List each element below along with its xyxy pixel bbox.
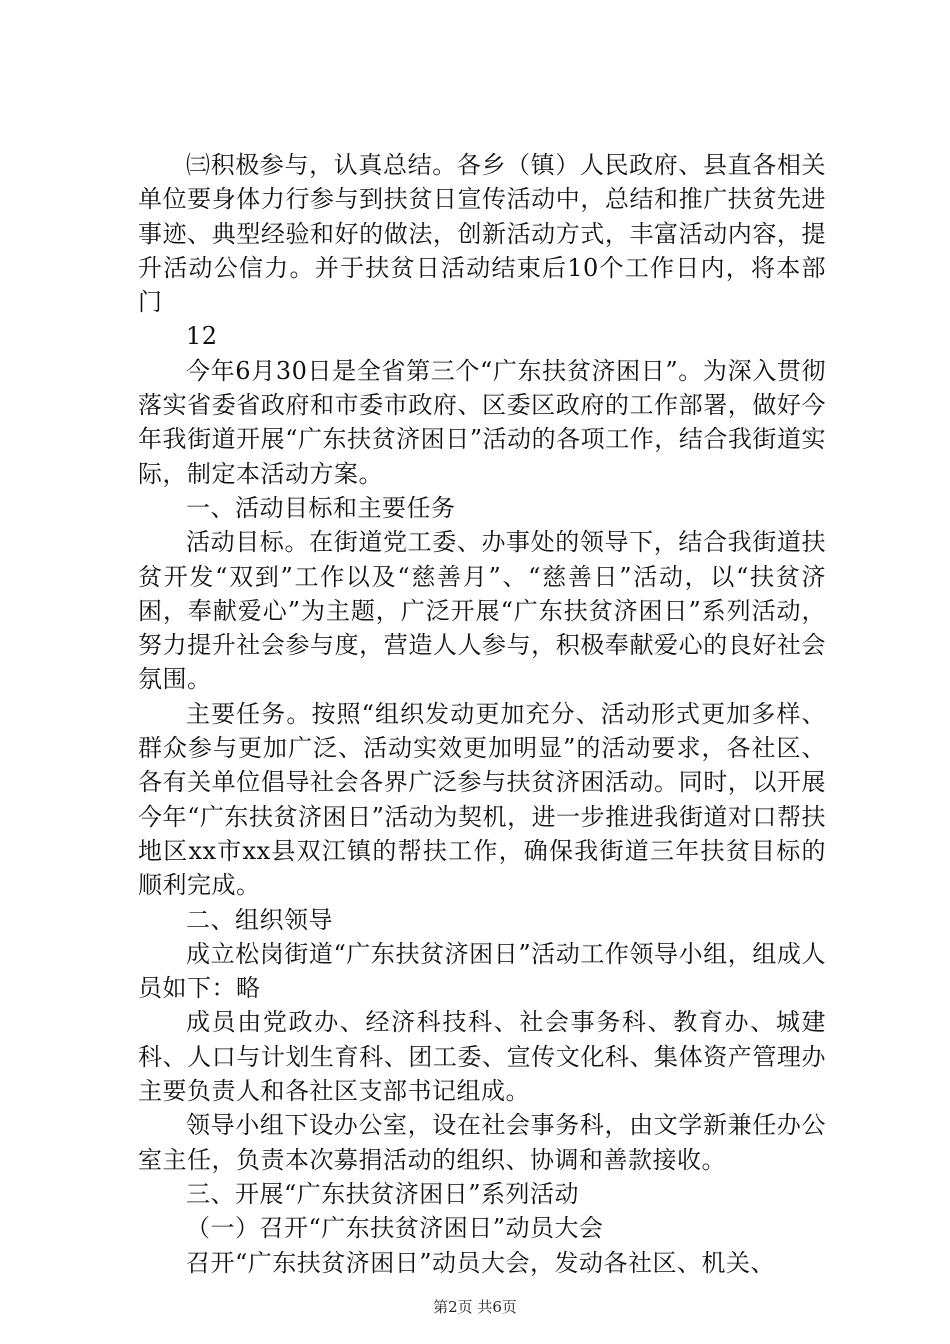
paragraph-intro: 今年6月30日是全省第三个“广东扶贫济困日”。为深入贯彻落实省委省政府和市委市政府、区委区政府的工作部署，做好今年我街道开展“广东扶贫济困日”活动的各项工作，结合我街道实际，制定本活动方案。	[138, 356, 826, 488]
heading-section-3: 三、开展“广东扶贫济困日”系列活动	[186, 1179, 580, 1208]
paragraph-main-tasks: 主要任务。按照“组织发动更加充分、活动形式更加多样、群众参与更加广泛、活动实效更加明显”的活动要求，各社区、各有关单位倡导社会各界广泛参与扶贫济困活动。同时，以开展今年“广东扶贫济困日”活动为契机，进一步推进我街道对口帮扶地区xx市xx县双江镇的帮扶工作，确保我街道三年扶贫目标的顺利完成。	[138, 699, 826, 900]
paragraph-leadership-group: 成立松岗街道“广东扶贫济困日”活动工作领导小组，组成人员如下：略	[138, 939, 826, 1003]
heading-section-1: 一、活动目标和主要任务	[186, 493, 456, 522]
heading-section-2: 二、组织领导	[186, 905, 333, 934]
paragraph-office: 领导小组下设办公室，设在社会事务科，由文学新兼任办公室主任，负责本次募捐活动的组织、协调和善款接收。	[138, 1111, 826, 1174]
paragraph-summary: ㈢积极参与，认真总结。各乡（镇）人民政府、县直各相关单位要身体力行参与到扶贫日宣传活动中，总结和推广扶贫先进事迹、典型经验和好的做法，创新活动方式，丰富活动内容，提升活动公信力。并于扶贫日活动结束后10个工作日内，将本部门	[138, 151, 826, 317]
paragraph-members: 成员由党政办、经济科技科、社会事务科、教育办、城建科、人口与计划生育科、团工委、宣传文化科、集体资产管理办主要负责人和各社区支部书记组成。	[138, 1008, 826, 1106]
document-body	[138, 148, 826, 1280]
page-footer: 第2页 共6页	[433, 1298, 517, 1316]
paragraph-mobilization: 召开“广东扶贫济困日”动员大会，发动各社区、机关、	[186, 1248, 776, 1277]
paragraph-number: 12	[186, 322, 218, 351]
paragraph-activity-goal: 活动目标。在街道党工委、办事处的领导下，结合我街道扶贫开发“双到”工作以及“慈善月”、“慈善日”活动，以“扶贫济困，奉献爱心”为主题，广泛开展“广东扶贫济困日”系列活动，努力提升社会参与度，营造人人参与，积极奉献爱心的良好社会氛围。	[138, 528, 826, 694]
subheading-mobilization: （一）召开“广东扶贫济困日”动员大会	[186, 1214, 604, 1243]
